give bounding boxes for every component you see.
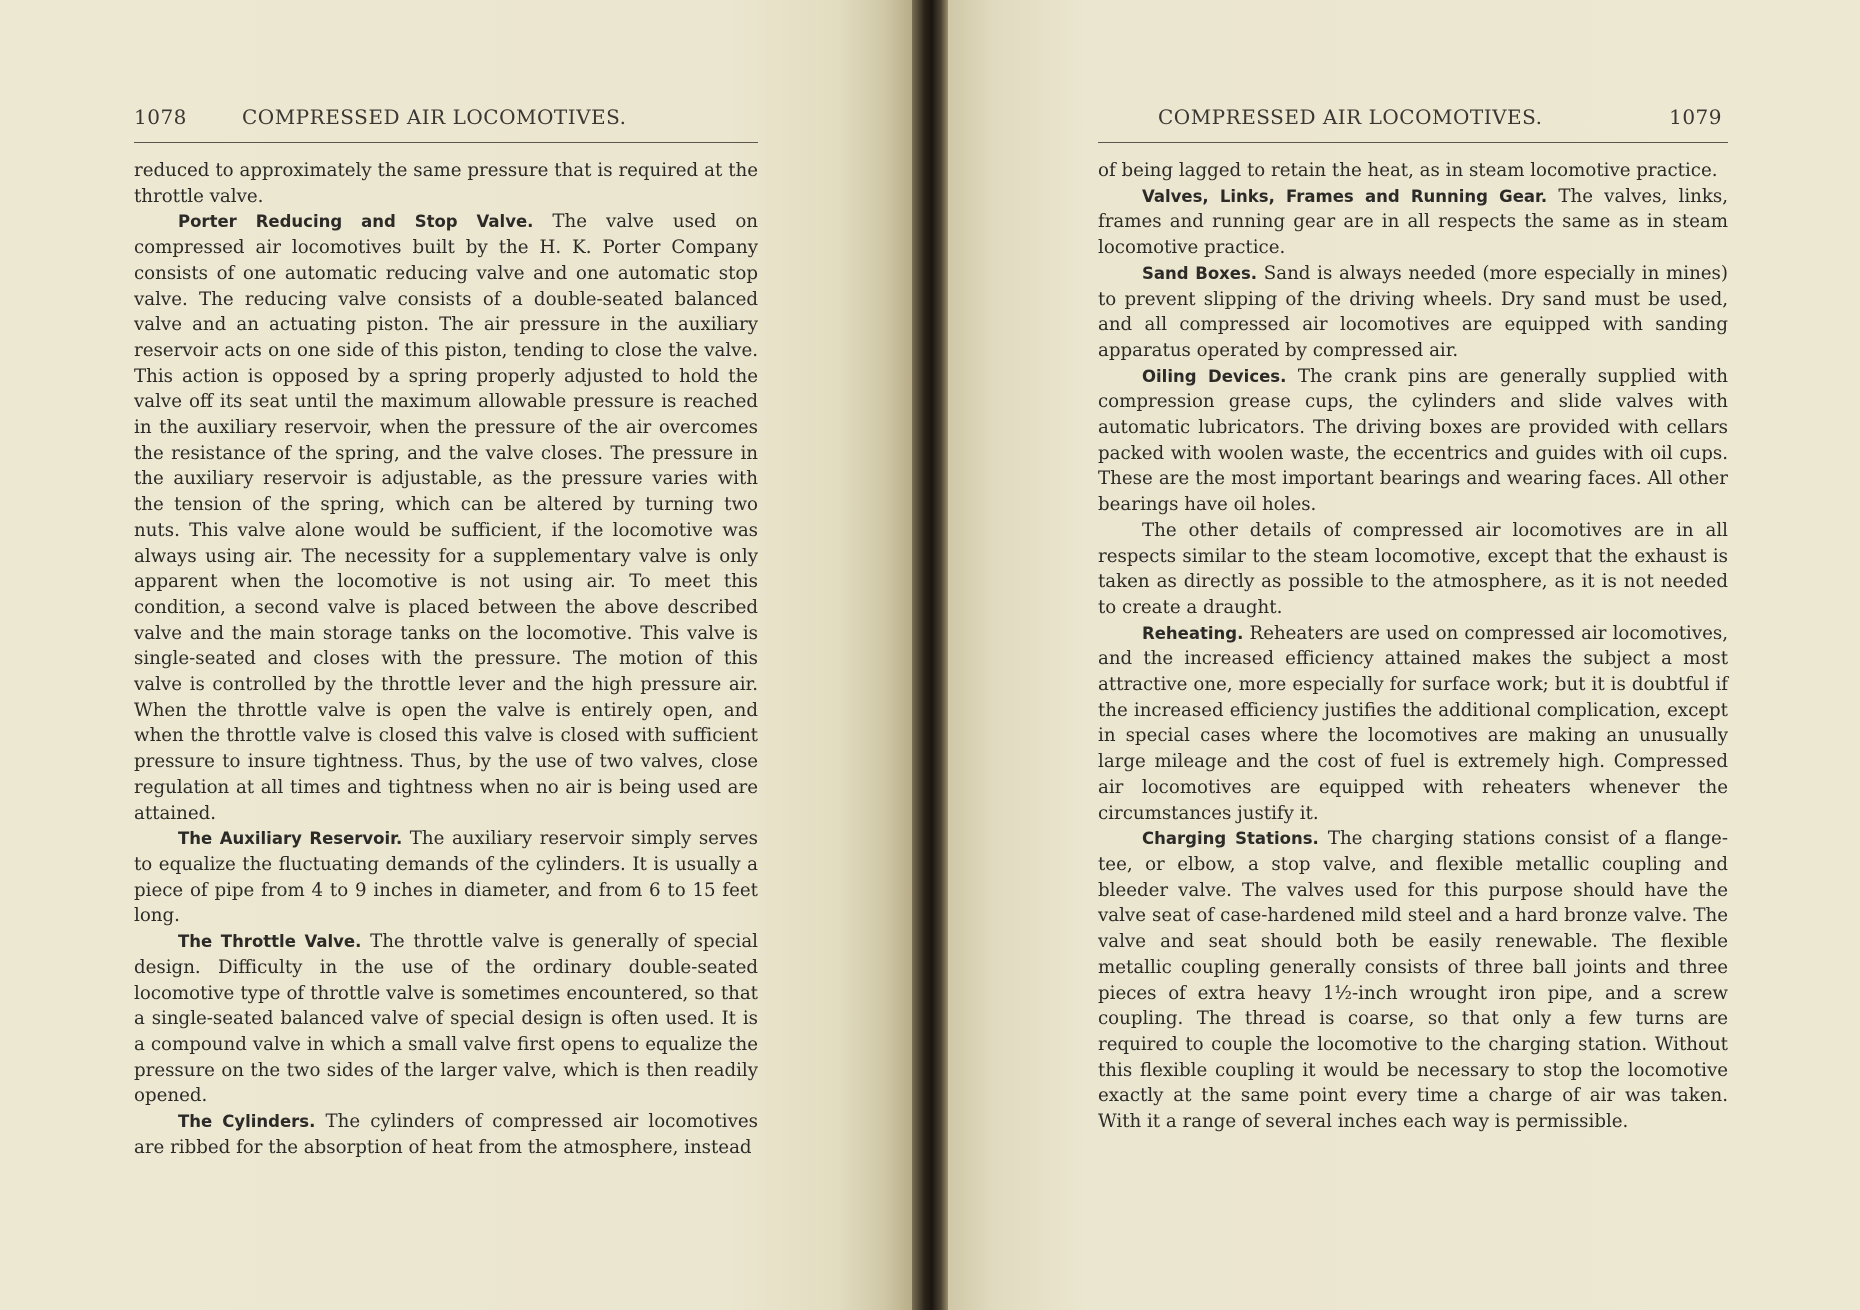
paragraph-heading: Valves, Links, Frames and Running Gear. xyxy=(1142,186,1548,206)
paragraph-text: The charging stations consist of a flange-tee, or elbow, a stop valve, and flexible metallic coupling and bleeder valve. The valves used for this purpose should have the valve seat of case-hardened mild steel and a hard bronze valve. The valve and seat should both be easily renewable. The flexible metallic coupling generally consists of three ball joints and three pieces of extra heavy 1½-inch wrought iron pipe, and a screw coupling. The thread is coarse, so that only a few turns are required to couple the locomotive to the charging station. Without this flexible coupling it would be necessary to stop the locomotive exactly at the same point every time a charge of air was taken. With it a range of several inches each way is permissible. xyxy=(1098,828,1728,1133)
paragraph-text: The other details of compressed air locomotives are in all respects similar to the steam locomotive, except that the exhaust is taken as directly as possible to the atmosphere, as it is not needed to create a draught. xyxy=(1098,519,1728,618)
left-paragraph-2 xyxy=(134,826,758,929)
right-paragraph-3 xyxy=(1098,364,1728,518)
paragraph-text: Reheaters are used on compressed air locomotives, and the increased efficiency attained makes the subject a most attractive one, more especially for surface work; but it is doubtful if the increased efficiency justifies the additional complication, except in special cases where the locomotives are making an unusually large mileage and the cost of fuel is extremely high. Compressed air locomotives are equipped with reheaters whenever the circumstances justify it. xyxy=(1098,622,1728,824)
left-page-number: 1078 xyxy=(134,105,187,129)
paragraph-text: The crank pins are generally supplied with compression grease cups, the cylinders and slide valves with automatic lubricators. The driving boxes are provided with cellars packed with woolen waste, the eccentrics and guides with oil cups. These are the most important bearings and wearing faces. All other bearings have oil holes. xyxy=(1098,365,1728,516)
paragraph-heading: The Cylinders. xyxy=(178,1112,316,1132)
left-paragraph-3 xyxy=(134,929,758,1109)
paragraph-heading: Sand Boxes. xyxy=(1142,263,1258,283)
right-page-text xyxy=(1098,158,1728,1135)
left-page-header xyxy=(134,105,758,135)
right-paragraph-4 xyxy=(1098,518,1728,621)
book-gutter xyxy=(912,0,948,1310)
right-paragraph-6 xyxy=(1098,826,1728,1134)
left-paragraph-4 xyxy=(134,1109,758,1160)
right-page-header xyxy=(1098,105,1722,135)
paragraph-text: reduced to approximately the same pressure that is required at the throttle valve. xyxy=(134,160,758,207)
paragraph-text: The valves, links, frames and running gear are in all respects the same as in steam locomotive practice. xyxy=(1098,185,1728,259)
paragraph-heading: Reheating. xyxy=(1142,623,1244,643)
paragraph-text: of being lagged to retain the heat, as in steam locomotive practice. xyxy=(1098,160,1718,181)
paragraph-heading: The Throttle Valve. xyxy=(178,932,362,952)
right-page xyxy=(948,0,1860,1310)
right-running-title: COMPRESSED AIR LOCOMOTIVES. xyxy=(1158,105,1543,129)
left-page-text xyxy=(134,158,758,1160)
left-page xyxy=(0,0,912,1310)
paragraph-heading: The Auxiliary Reservoir. xyxy=(178,829,403,849)
paragraph-text: The auxiliary reservoir simply serves to equalize the fluctuating demands of the cylinders. It is usually a piece of pipe from 4 to 9 inches in diameter, and from 6 to 15 feet long. xyxy=(134,828,758,927)
right-paragraph-0 xyxy=(1098,158,1728,184)
paragraph-text: The valve used on compressed air locomotives built by the H. K. Porter Company consists of one automatic reducing valve and one automatic stop valve. The reducing valve consists of a double-seated balanced valve and an actuating piston. The air pressure in the auxiliary reservoir acts on one side of this piston, tending to close the valve. This action is opposed by a spring properly adjusted to hold the valve off its seat until the maximum allowable pressure is reached in the auxiliary reservoir, when the pressure of the air overcomes the resistance of the spring, and the valve closes. The pressure in the auxiliary reservoir is adjustable, as the pressure varies with the tension of the spring, which can be altered by turning two nuts. This valve alone would be sufficient, if the locomotive was always using air. The necessity for a supplementary valve is only apparent when the locomotive is not using air. To meet this condition, a second valve is placed between the above described valve and the main storage tanks on the locomotive. This valve is single-seated and closes with the pressure. The motion of this valve is controlled by the throttle lever and the high pressure air. When the throttle valve is open the valve is entirely open, and when the throttle valve is closed this valve is closed with sufficient pressure to insure tightness. Thus, by the use of two valves, close regulation at all times and tightness when no air is being used are attained. xyxy=(134,211,758,824)
paragraph-text: Sand is always needed (more especially in mines) to prevent slipping of the driving wheels. Dry sand must be used, and all compressed air locomotives are equipped with sanding apparatus operated by compressed air. xyxy=(1098,262,1728,361)
left-paragraph-0 xyxy=(134,158,758,209)
right-paragraph-5 xyxy=(1098,621,1728,827)
paragraph-heading: Porter Reducing and Stop Valve. xyxy=(178,212,534,232)
right-page-number: 1079 xyxy=(1669,105,1722,129)
left-paragraph-1 xyxy=(134,209,758,826)
left-header-rule xyxy=(134,142,758,143)
paragraph-text: The cylinders of compressed air locomotives are ribbed for the absorption of heat from the atmosphere, instead xyxy=(134,1111,758,1158)
paragraph-heading: Charging Stations. xyxy=(1142,829,1319,849)
paragraph-text: The throttle valve is generally of special design. Difficulty in the use of the ordinary double-seated locomotive type of throttle valve is sometimes encountered, so that a single-seated balanced valve of special design is often used. It is a compound valve in which a small valve first opens to equalize the pressure on the two sides of the larger valve, which is then readily opened. xyxy=(134,931,758,1107)
right-paragraph-1 xyxy=(1098,184,1728,261)
right-paragraph-2 xyxy=(1098,261,1728,364)
paragraph-heading: Oiling Devices. xyxy=(1142,366,1287,386)
right-header-rule xyxy=(1098,142,1728,143)
left-running-title: COMPRESSED AIR LOCOMOTIVES. xyxy=(242,105,627,129)
